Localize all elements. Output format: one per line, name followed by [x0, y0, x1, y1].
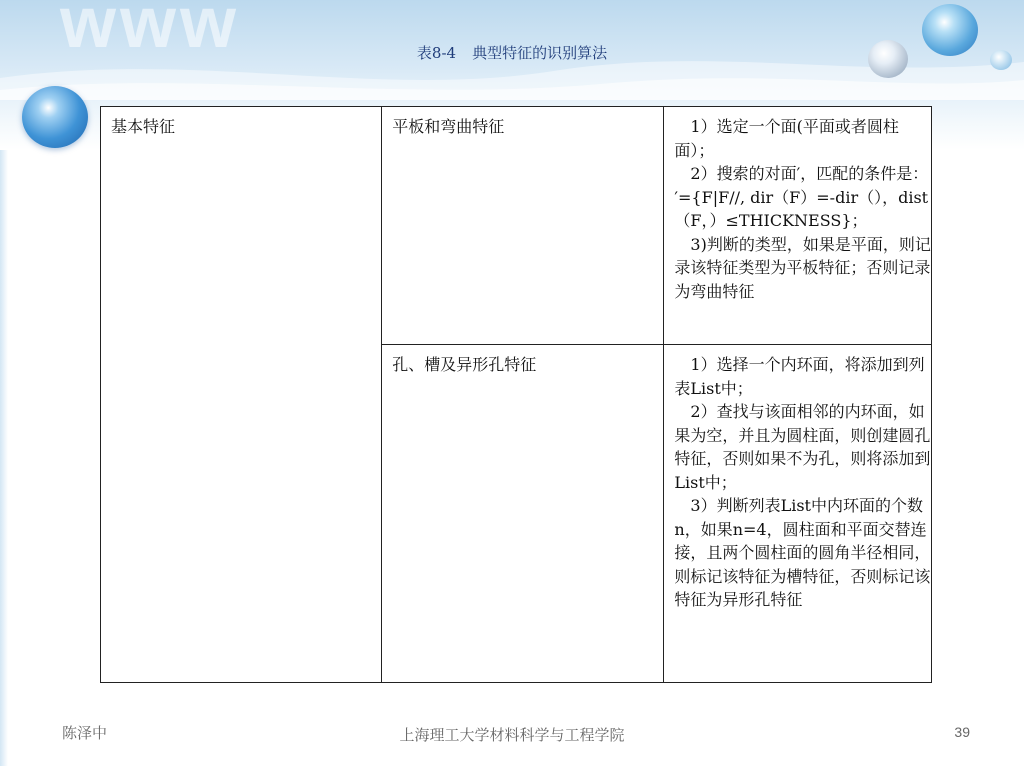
table-number: 表8-4	[416, 44, 457, 62]
footer-institution: 上海理工大学材料科学与工程学院	[399, 726, 625, 744]
blue-bubble-decoration	[22, 86, 88, 148]
table-row	[101, 107, 932, 345]
algorithm-step: 3）判断列表List中内环面的个数n，如果n=4，圆柱面和平面交替连接，且两个圆柱面的圆角半径相同，则标记该特征为槽特征，否则标记该特征为异形孔特征	[674, 496, 931, 609]
algorithm-cell	[664, 345, 932, 683]
left-rail-decoration	[0, 150, 8, 766]
algorithm-step: 3)判断的类型，如果是平面，则记录该特征类型为平板特征；否则记录为弯曲特征	[674, 234, 931, 301]
slide-title	[0, 42, 1024, 63]
background-watermark: www	[60, 0, 241, 63]
footer-author: 陈泽中	[62, 724, 108, 742]
algorithm-step: 2）搜索的对面′，匹配的条件是：′={F|F//, dir（F）=-dir（），dist（F，）≤THICKNESS}；	[674, 164, 929, 230]
algorithm-step: 2）查找与该面相邻的内环面，如果为空，并且为圆柱面，则创建圆孔特征，否则如果不为孔，则将添加到List中；	[674, 402, 931, 492]
feature-type-cell: 平板和弯曲特征	[382, 107, 664, 345]
algorithm-cell	[664, 107, 932, 345]
page-number: 39	[954, 724, 970, 740]
feature-type-cell: 孔、槽及异形孔特征	[382, 345, 664, 683]
feature-recognition-table	[100, 106, 932, 683]
algorithm-step: 1）选定一个面(平面或者圆柱面）；	[674, 117, 899, 160]
table-caption: 典型特征的识别算法	[472, 44, 608, 62]
algorithm-step: 1）选择一个内环面，将添加到列表List中；	[674, 355, 925, 398]
basic-feature-cell: 基本特征	[101, 107, 382, 683]
